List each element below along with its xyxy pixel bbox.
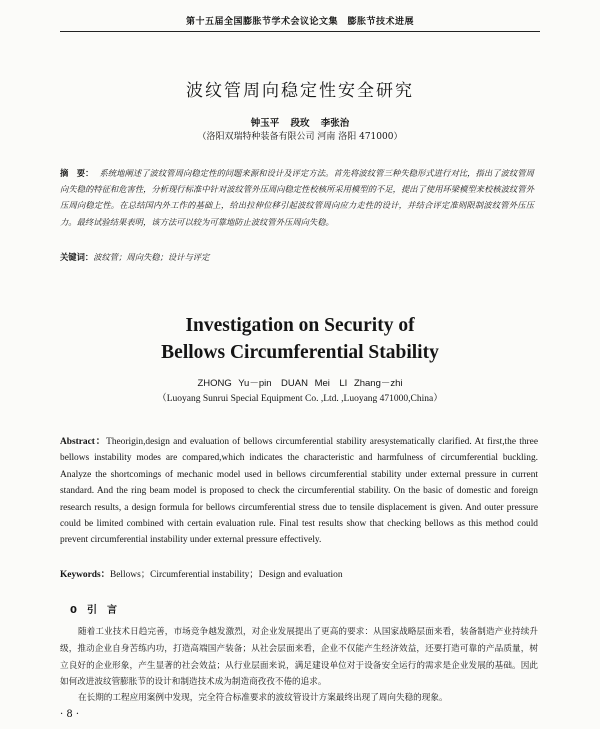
chinese-keywords-text: 波纹管；周向失稳；设计与评定	[93, 252, 210, 262]
chinese-affiliation: （洛阳双瑞特种装备有限公司 河南 洛阳 471000）	[197, 132, 403, 142]
chinese-abstract	[60, 165, 534, 230]
header-rule	[60, 31, 540, 32]
english-keywords	[60, 567, 538, 583]
body-paragraph-1: 随着工业技术日趋完善，市场竞争越发激烈，对企业发展提出了更高的要求：从国家战略层面来看，装备制造产业持续升级，推动企业自身苦练内功，打造高端国产装备；从社会层面来看，企业不仅能产生经济效益，还要打造可靠的产品质量，树立良好的企业形象，产生显著的社会效益；从行业层面来说，满足建设单位对于设备安全运行的需求是企业发展的基础。因此如何改进波纹管膨胀节的设计和制造技术成为制造商孜孜不倦的追求。	[60, 627, 538, 688]
english-keywords-label: Keywords：	[60, 570, 110, 580]
english-abstract	[60, 434, 538, 549]
english-abstract-text: Theorigin,design and evaluation of bellows circumferential stability aresystematically clarified. At first,the three bellows instability modes are compared,which indicates the characteristic and harmfulness of circumferential buckling. Analyze the shortcomings of mechanic model used in bellows circumferential stability under external pressure in current standard. And the ring beam model is proposed to check the circumferential stability. On the basic of domestic and foreign research results, a design formula for bellows circumferential stress due to tensile displacement is given. And outer pressure could be limited combined with certain evaluation rule. Final test results show that checking bellows as this method could prevent circumferential instability under external pressure effectively.	[60, 437, 538, 546]
english-affiliation: （Luoyang Sunrui Special Equipment Co. ,Ltd. ,Luoyang 471000,China）	[157, 394, 443, 404]
running-header: 第十五届全国膨胀节学术会议论文集 膨胀节技术进展	[185, 17, 414, 27]
page-number: · 8 ·	[60, 709, 87, 720]
chinese-keywords	[60, 249, 534, 265]
section-heading-introduction: 0 引 言	[70, 605, 117, 616]
english-title-line-1: Investigation on Security of	[185, 315, 415, 336]
english-title	[0, 312, 600, 366]
chinese-abstract-label: 摘 要：	[60, 168, 94, 178]
chinese-title: 波纹管周向稳定性安全研究	[186, 81, 414, 101]
chinese-keywords-label: 关键词：	[60, 252, 94, 262]
english-title-line-2: Bellows Circumferential Stability	[161, 342, 439, 363]
english-authors: ZHONG Yu－pin DUAN Mei LI Zhang－zhi	[197, 378, 403, 389]
english-abstract-label: Abstract：	[60, 437, 107, 447]
chinese-authors: 钟玉平 段玫 李张治	[250, 118, 350, 129]
english-keywords-text: Bellows；Circumferential instability；Design and evaluation	[110, 570, 343, 580]
body-paragraph-2: 在长期的工程应用案例中发现，完全符合标准要求的波纹管设计方案最终出现了周向失稳的现象。	[78, 693, 448, 703]
chinese-abstract-text: 系统地阐述了波纹管周向稳定性的问题来源和设计及评定方法。首先将波纹管三种失稳形式进行对比，指出了波纹管周向失稳的特征和危害性，分析现行标准中针对波纹管外压周向稳定性校核所采用模型的不足，提出了使用环梁模型来校核波纹管外压周向稳定性。在总结国内外工作的基础上，给出拉伸位移引起波纹管周向应力走性的设计，并结合评定准则限制波纹管外压压力。最终试验结果表明，该方法可以较为可靠地防止波纹管外压周向失稳。	[60, 168, 534, 227]
